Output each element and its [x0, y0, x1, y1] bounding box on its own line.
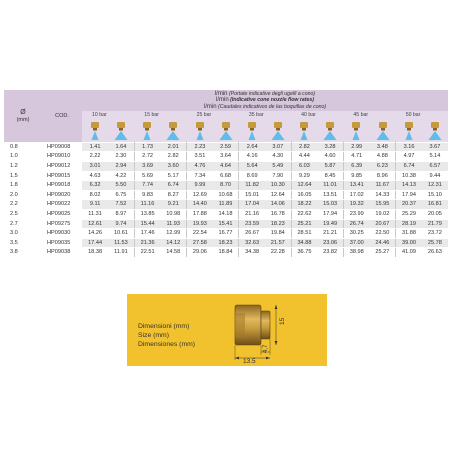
table-row [4, 248, 448, 258]
flow-value-cell: 22.62 [291, 210, 317, 220]
flow-value-cell: 6.57 [422, 162, 448, 172]
flow-value-cell: 16.05 [291, 190, 317, 200]
flow-value-cell: 14.12 [160, 238, 186, 248]
nozzle-wide-cone-icon [370, 120, 396, 143]
flow-value-cell: 5.49 [265, 162, 291, 172]
diameter-cell: 2.2 [4, 200, 42, 210]
flow-value-cell: 2.99 [343, 142, 369, 152]
flow-value-cell: 41.09 [396, 248, 422, 258]
flow-value-cell: 14.58 [160, 248, 186, 258]
diameter-cell: 3.0 [4, 229, 42, 239]
flow-rate-body [4, 142, 448, 257]
pressure-header-2: 25 bar [187, 111, 239, 120]
flow-value-cell: 4.97 [396, 152, 422, 162]
code-cell: HP09010 [42, 152, 82, 162]
flow-value-cell: 1.64 [108, 142, 134, 152]
code-cell: HP09038 [42, 248, 82, 258]
flow-value-cell: 34.88 [291, 238, 317, 248]
flow-value-cell: 2.23 [187, 142, 213, 152]
flow-value-cell: 17.04 [239, 200, 265, 210]
flow-value-cell: 11.31 [82, 210, 108, 220]
code-cell: HP09275 [42, 219, 82, 229]
diameter-cell: 2.0 [4, 190, 42, 200]
flow-rate-title [82, 90, 448, 111]
flow-value-cell: 17.46 [134, 229, 160, 239]
flow-value-cell: 21.21 [317, 229, 343, 239]
flow-value-cell: 12.64 [265, 190, 291, 200]
flow-value-cell: 11.53 [108, 238, 134, 248]
diameter-cell: 1.0 [4, 152, 42, 162]
flow-value-cell: 16.78 [265, 210, 291, 220]
title-it-text: (Portate indicative degli ugelli a cono) [228, 91, 316, 97]
flow-value-cell: 2.64 [239, 142, 265, 152]
nozzle-narrow-cone-icon [134, 120, 160, 143]
flow-value-cell: 21.79 [422, 219, 448, 229]
code-cell: HP09025 [42, 210, 82, 220]
flow-value-cell: 13.51 [317, 190, 343, 200]
pressure-header-6: 50 bar [396, 111, 448, 120]
flow-value-cell: 3.48 [370, 142, 396, 152]
dimensions-label-it: Dimensioni (mm) [138, 323, 190, 330]
diameter-cell: 1.2 [4, 162, 42, 172]
flow-value-cell: 20.67 [370, 219, 396, 229]
flow-value-cell: 39.00 [396, 238, 422, 248]
total-width-dimension: 13,5 [243, 358, 256, 363]
flow-value-cell: 15.44 [134, 219, 160, 229]
diameter-cell: 3.5 [4, 238, 42, 248]
flow-value-cell: 10.68 [213, 190, 239, 200]
flow-value-cell: 29.06 [187, 248, 213, 258]
flow-value-cell: 26.74 [343, 219, 369, 229]
flow-value-cell: 3.07 [265, 142, 291, 152]
flow-value-cell: 4.71 [343, 152, 369, 162]
nozzle-narrow-cone-icon [82, 120, 108, 143]
flow-value-cell: 3.51 [187, 152, 213, 162]
flow-value-cell: 6.03 [291, 162, 317, 172]
flow-value-cell: 17.88 [187, 210, 213, 220]
dimensions-panel [127, 294, 327, 366]
flow-value-cell: 25.29 [396, 210, 422, 220]
flow-value-cell: 3.16 [396, 142, 422, 152]
flow-value-cell: 14.18 [213, 210, 239, 220]
nozzle-wide-cone-icon [317, 120, 343, 143]
pressure-header-3: 35 bar [239, 111, 291, 120]
flow-value-cell: 8.45 [317, 171, 343, 181]
flow-value-cell: 13.41 [343, 181, 369, 191]
flow-value-cell: 28.51 [291, 229, 317, 239]
flow-value-cell: 21.57 [265, 238, 291, 248]
flow-value-cell: 24.46 [370, 238, 396, 248]
diameter-header [4, 90, 42, 142]
title-en-unit: l/min [215, 97, 229, 104]
flow-value-cell: 9.99 [187, 181, 213, 191]
nozzle-narrow-cone-icon [187, 120, 213, 143]
flow-value-cell: 14.33 [370, 190, 396, 200]
flow-value-cell: 15.41 [213, 219, 239, 229]
diameter-cell: 2.5 [4, 210, 42, 220]
flow-value-cell: 9.11 [82, 200, 108, 210]
diameter-cell: 3.8 [4, 248, 42, 258]
flow-value-cell: 36.75 [291, 248, 317, 258]
flow-value-cell: 11.16 [134, 200, 160, 210]
flow-value-cell: 4.76 [187, 162, 213, 172]
flow-value-cell: 3.69 [134, 162, 160, 172]
code-header: COD. [42, 90, 82, 142]
flow-value-cell: 5.14 [422, 152, 448, 162]
flow-value-cell: 12.99 [160, 229, 186, 239]
table-row [4, 142, 448, 152]
code-cell: HP09018 [42, 181, 82, 191]
flow-value-cell: 19.84 [265, 229, 291, 239]
pressure-header-0: 10 bar [82, 111, 134, 120]
flow-value-cell: 4.88 [370, 152, 396, 162]
flow-value-cell: 15.95 [370, 200, 396, 210]
flow-value-cell: 6.23 [370, 162, 396, 172]
nozzle-wide-cone-icon [108, 120, 134, 143]
table-row [4, 210, 448, 220]
flow-value-cell: 2.72 [134, 152, 160, 162]
flow-value-cell: 26.63 [422, 248, 448, 258]
flow-value-cell: 15.10 [422, 190, 448, 200]
flow-value-cell: 3.60 [160, 162, 186, 172]
flow-value-cell: 4.60 [317, 152, 343, 162]
code-cell: HP09020 [42, 190, 82, 200]
flow-value-cell: 9.21 [160, 200, 186, 210]
diameter-cell: 0.8 [4, 142, 42, 152]
flow-value-cell: 17.94 [396, 190, 422, 200]
flow-value-cell: 7.34 [187, 171, 213, 181]
diameter-symbol: Ø [20, 108, 26, 116]
flow-value-cell: 9.44 [422, 171, 448, 181]
flow-value-cell: 14.06 [265, 200, 291, 210]
flow-value-cell: 19.49 [317, 219, 343, 229]
flow-value-cell: 15.03 [317, 200, 343, 210]
nozzle-wide-cone-icon [213, 120, 239, 143]
nozzle-wide-cone-icon [422, 120, 448, 143]
flow-value-cell: 11.93 [160, 219, 186, 229]
flow-value-cell: 3.64 [213, 152, 239, 162]
flow-value-cell: 31.88 [396, 229, 422, 239]
flow-value-cell: 5.50 [108, 181, 134, 191]
nozzle-narrow-cone-icon [396, 120, 422, 143]
flow-value-cell: 3.67 [422, 142, 448, 152]
flow-value-cell: 11.89 [213, 200, 239, 210]
flow-value-cell: 15.01 [239, 190, 265, 200]
flow-value-cell: 10.61 [108, 229, 134, 239]
flow-value-cell: 10.30 [265, 181, 291, 191]
flow-value-cell: 17.94 [317, 210, 343, 220]
nozzle-narrow-cone-icon [343, 120, 369, 143]
flow-value-cell: 20.37 [396, 200, 422, 210]
flow-value-cell: 32.63 [239, 238, 265, 248]
code-cell: HP09008 [42, 142, 82, 152]
flow-value-cell: 1.41 [82, 142, 108, 152]
flow-value-cell: 11.82 [239, 181, 265, 191]
flow-rate-table-container [4, 90, 448, 258]
nozzle-tip-icon [261, 311, 270, 339]
title-es-text: (Caudales indicativos de las boquillas de cono) [217, 103, 327, 110]
flow-value-cell: 14.26 [82, 229, 108, 239]
flow-value-cell: 2.59 [213, 142, 239, 152]
table-row [4, 238, 448, 248]
table-row [4, 171, 448, 181]
flow-value-cell: 2.30 [108, 152, 134, 162]
flow-value-cell: 9.85 [343, 171, 369, 181]
nozzle-narrow-cone-icon [239, 120, 265, 143]
flow-value-cell: 23.06 [317, 238, 343, 248]
flow-value-cell: 19.02 [370, 210, 396, 220]
flow-value-cell: 6.74 [396, 162, 422, 172]
flow-value-cell: 23.59 [239, 219, 265, 229]
code-cell: HP09015 [42, 171, 82, 181]
flow-value-cell: 1.73 [134, 142, 160, 152]
flow-value-cell: 6.74 [160, 181, 186, 191]
height-dimension: 15 [279, 317, 286, 325]
pressure-header-4: 40 bar [291, 111, 343, 120]
flow-value-cell: 18.22 [291, 200, 317, 210]
flow-value-cell: 27.58 [187, 238, 213, 248]
flow-value-cell: 19.93 [187, 219, 213, 229]
flow-value-cell: 11.01 [317, 181, 343, 191]
flow-value-cell: 23.99 [343, 210, 369, 220]
flow-value-cell: 38.98 [343, 248, 369, 258]
flow-value-cell: 11.67 [370, 181, 396, 191]
flow-value-cell: 4.63 [82, 171, 108, 181]
code-cell: HP09022 [42, 200, 82, 210]
nozzle-dimension-drawing [221, 297, 311, 363]
table-row [4, 162, 448, 172]
flow-value-cell: 11.91 [108, 248, 134, 258]
flow-value-cell: 12.64 [291, 181, 317, 191]
flow-value-cell: 26.67 [239, 229, 265, 239]
flow-value-cell: 14.13 [396, 181, 422, 191]
flow-value-cell: 12.69 [187, 190, 213, 200]
title-it-unit: l/min [214, 91, 228, 97]
pressure-header-1: 15 bar [134, 111, 186, 120]
table-row [4, 181, 448, 191]
flow-value-cell: 20.05 [422, 210, 448, 220]
flow-value-cell: 5.64 [239, 162, 265, 172]
pressure-header-5: 45 bar [343, 111, 395, 120]
dimensions-label-es: Dimensiones (mm) [138, 341, 196, 348]
nozzle-narrow-cone-icon [291, 120, 317, 143]
diameter-cell: 1.5 [4, 171, 42, 181]
flow-value-cell: 9.83 [134, 190, 160, 200]
flow-value-cell: 4.22 [108, 171, 134, 181]
flow-value-cell: 6.75 [108, 190, 134, 200]
flow-value-cell: 17.44 [82, 238, 108, 248]
code-cell: HP09035 [42, 238, 82, 248]
flow-value-cell: 9.29 [291, 171, 317, 181]
flow-value-cell: 17.02 [343, 190, 369, 200]
flow-value-cell: 6.39 [343, 162, 369, 172]
flow-value-cell: 22.50 [370, 229, 396, 239]
flow-value-cell: 8.97 [108, 210, 134, 220]
flow-value-cell: 5.87 [317, 162, 343, 172]
diameter-cell: 1.8 [4, 181, 42, 191]
flow-value-cell: 21.16 [239, 210, 265, 220]
flow-value-cell: 2.82 [160, 152, 186, 162]
flow-value-cell: 8.02 [82, 190, 108, 200]
flow-value-cell: 18.23 [265, 219, 291, 229]
flow-value-cell: 25.21 [291, 219, 317, 229]
flow-value-cell: 18.38 [82, 248, 108, 258]
flow-value-cell: 8.96 [370, 171, 396, 181]
flow-value-cell: 10.38 [396, 171, 422, 181]
nozzle-wide-cone-icon [265, 120, 291, 143]
flow-value-cell: 23.82 [317, 248, 343, 258]
nozzle-wide-cone-icon [160, 120, 186, 143]
table-row [4, 219, 448, 229]
flow-value-cell: 18.84 [213, 248, 239, 258]
flow-value-cell: 12.31 [422, 181, 448, 191]
table-row [4, 229, 448, 239]
flow-value-cell: 12.61 [82, 219, 108, 229]
flow-value-cell: 2.22 [82, 152, 108, 162]
flow-rate-table [4, 90, 448, 258]
flow-value-cell: 7.74 [134, 181, 160, 191]
flow-value-cell: 4.30 [265, 152, 291, 162]
flow-value-cell: 18.23 [213, 238, 239, 248]
flow-value-cell: 25.27 [370, 248, 396, 258]
flow-value-cell: 9.74 [108, 219, 134, 229]
flow-value-cell: 28.19 [396, 219, 422, 229]
flow-value-cell: 23.72 [422, 229, 448, 239]
flow-value-cell: 10.98 [160, 210, 186, 220]
flow-value-cell: 34.38 [239, 248, 265, 258]
flow-value-cell: 14.40 [187, 200, 213, 210]
flow-value-cell: 22.28 [265, 248, 291, 258]
diameter-unit: (mm) [16, 116, 30, 123]
code-cell: HP09012 [42, 162, 82, 172]
flow-value-cell: 4.16 [239, 152, 265, 162]
flow-value-cell: 5.69 [134, 171, 160, 181]
flow-value-cell: 8.69 [239, 171, 265, 181]
flow-value-cell: 4.64 [213, 162, 239, 172]
code-cell: HP09030 [42, 229, 82, 239]
flow-value-cell: 7.90 [265, 171, 291, 181]
flow-value-cell: 7.52 [108, 200, 134, 210]
flow-value-cell: 22.51 [134, 248, 160, 258]
flow-value-cell: 37.00 [343, 238, 369, 248]
title-en-text: (Indicative cone nozzle flow rates) [230, 97, 314, 104]
flow-value-cell: 8.70 [213, 181, 239, 191]
dimensions-label-en: Size (mm) [138, 332, 169, 339]
flow-value-cell: 5.17 [160, 171, 186, 181]
flow-value-cell: 6.68 [213, 171, 239, 181]
flow-value-cell: 3.01 [82, 162, 108, 172]
inner-width-dimension: 4,7 [263, 344, 269, 353]
diameter-cell: 2.7 [4, 219, 42, 229]
flow-value-cell: 22.54 [187, 229, 213, 239]
flow-value-cell: 2.82 [291, 142, 317, 152]
title-es-unit: l/min [203, 103, 217, 110]
flow-value-cell: 16.77 [213, 229, 239, 239]
table-row [4, 190, 448, 200]
flow-value-cell: 2.94 [108, 162, 134, 172]
flow-value-cell: 25.78 [422, 238, 448, 248]
flow-value-cell: 6.32 [82, 181, 108, 191]
flow-value-cell: 13.85 [134, 210, 160, 220]
flow-value-cell: 16.81 [422, 200, 448, 210]
flow-value-cell: 8.27 [160, 190, 186, 200]
flow-value-cell: 30.25 [343, 229, 369, 239]
flow-value-cell: 3.28 [317, 142, 343, 152]
table-row [4, 200, 448, 210]
flow-value-cell: 4.44 [291, 152, 317, 162]
flow-value-cell: 19.32 [343, 200, 369, 210]
flow-value-cell: 2.01 [160, 142, 186, 152]
flow-value-cell: 21.36 [134, 238, 160, 248]
table-row [4, 152, 448, 162]
